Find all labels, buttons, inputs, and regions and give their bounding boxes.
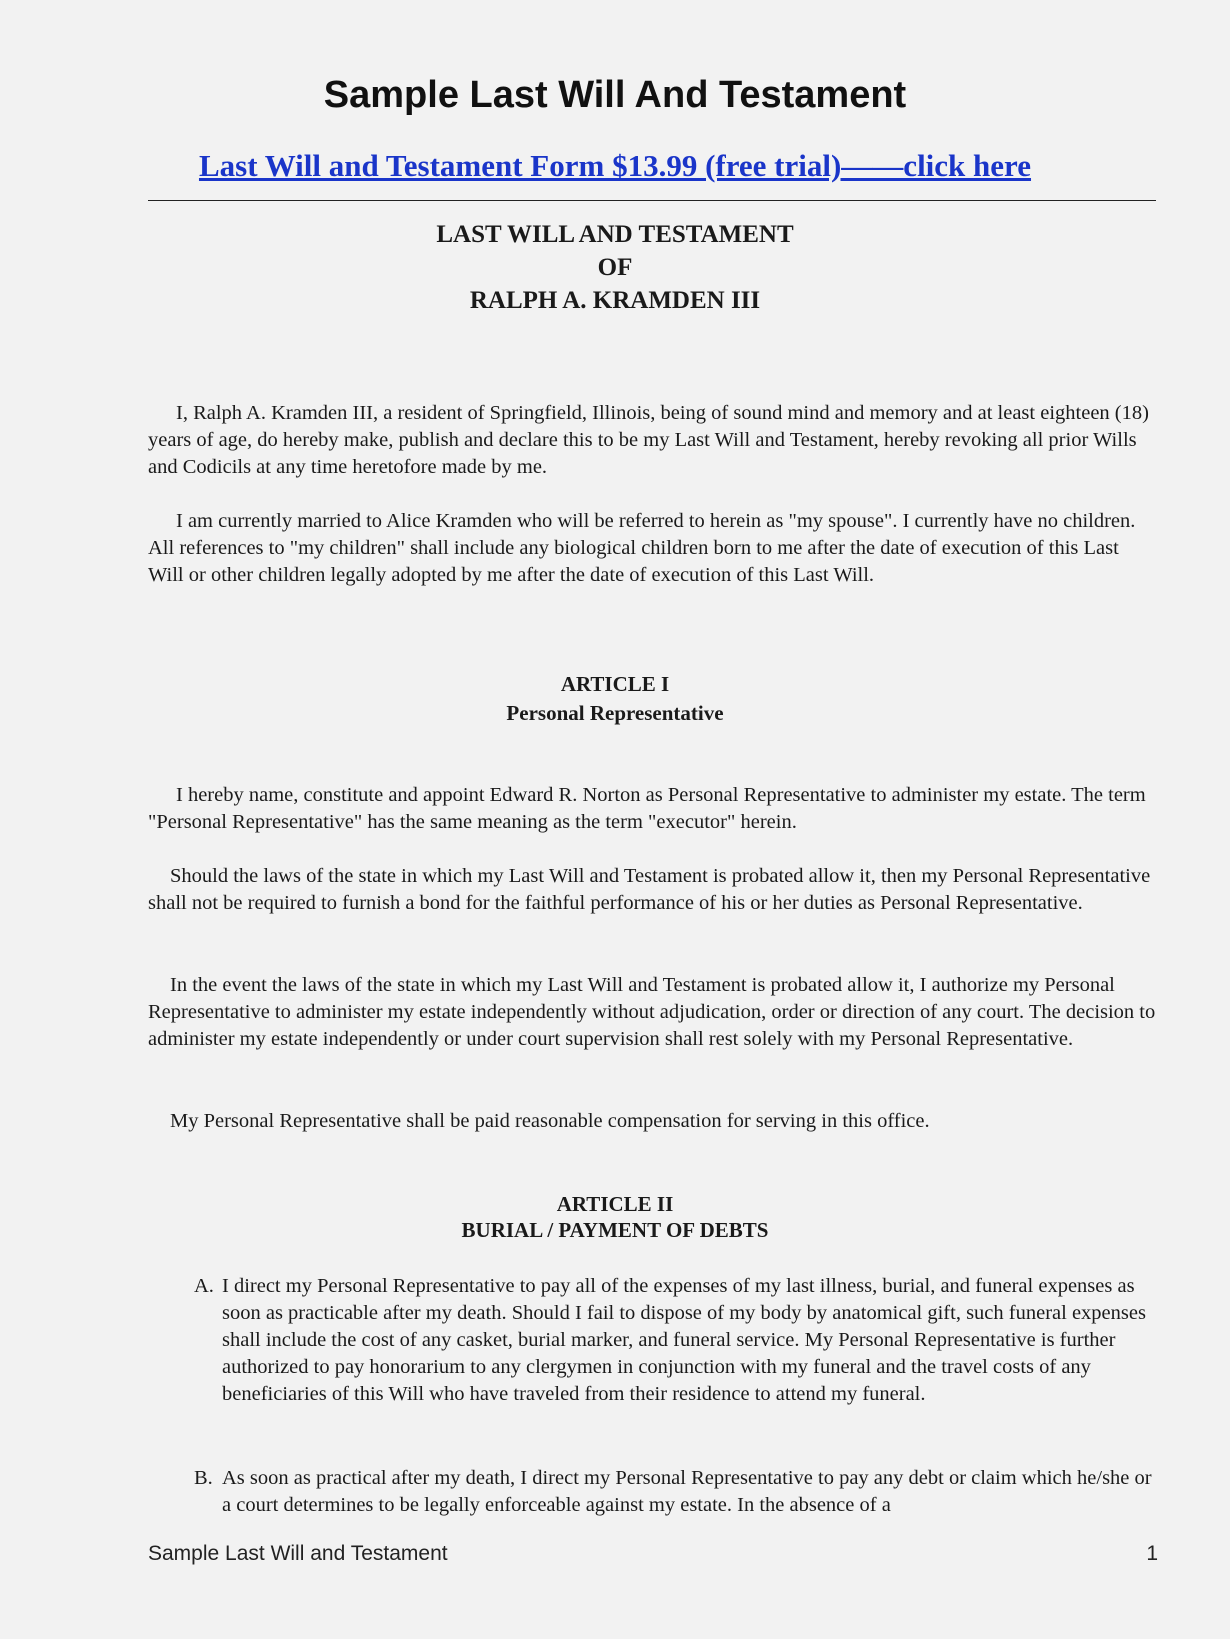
list-item [194, 1273, 1158, 1408]
footer-title: Sample Last Will and Testament [148, 1542, 448, 1565]
list-item [194, 1465, 1158, 1519]
article-2-subheading: BURIAL / PAYMENT OF DEBTS [461, 1218, 769, 1242]
intro-paragraph-2: I am currently married to Alice Kramden who will be referred to herein as "my spouse". I currently have no children. All references to "my children" shall include any biological children born to me after the date of execution of this Last Will or other children legally adopted by me after the date of execution of this Last Will. [148, 510, 1136, 586]
list-item-text: As soon as practical after my death, I direct my Personal Representative to pay any debt or claim which he/she or a court determines to be legally enforceable against my estate. In the absence of a [222, 1467, 1152, 1516]
will-heading-line1: LAST WILL AND TESTAMENT [436, 221, 794, 248]
promo-link[interactable]: Last Will and Testament Form $13.99 (free trial)——click here [198, 148, 1032, 183]
promo-link-container [0, 148, 1230, 184]
list-item-text: I direct my Personal Representative to pay all of the expenses of my last illness, burial, and funeral expenses as soon as practicable after my death. Should I fail to dispose of my body by anatomical gift, such funeral expenses shall include the cost of any casket, burial marker, and funeral service. My Personal Representative is further authorized to pay honorarium to any clergymen in conjunction with my funeral and the travel costs of any beneficiaries of this Will who have traveled from their residence to attend my funeral. [222, 1275, 1146, 1405]
intro-paragraph-1: I, Ralph A. Kramden III, a resident of Springfield, Illinois, being of sound mind and memory and at least eighteen (18) years of age, do hereby make, publish and declare this to be my Last Will and Testament, hereby revoking all prior Wills and Codicils at any time heretofore made by me. [148, 402, 1149, 478]
article-1-paragraph-2: Should the laws of the state in which my Last Will and Testament is probated allow it, then my Personal Representative shall not be required to furnish a bond for the faithful performance of his or her duties as Personal Representative. [148, 865, 1151, 914]
will-heading [0, 218, 1230, 317]
document-title: Sample Last Will And Testament [323, 74, 907, 116]
will-heading-line3: RALPH A. KRAMDEN III [469, 287, 761, 314]
article-1-paragraph-3: In the event the laws of the state in which my Last Will and Testament is probated allow it, I authorize my Personal Representative to administer my estate independently without adjudication, order or direction of any court. The decision to administer my estate independently or under court supervision shall rest solely with my Personal Representative. [148, 974, 1156, 1050]
page-number: 1 [1146, 1542, 1158, 1565]
article-1-subheading: Personal Representative [506, 701, 724, 725]
article-1-heading: ARTICLE I [560, 672, 670, 696]
article-1-paragraph-4: My Personal Representative shall be paid reasonable compensation for serving in this office. [170, 1110, 930, 1132]
list-item-marker: A. [194, 1275, 214, 1297]
will-heading-line2: OF [597, 254, 633, 281]
article-2-heading: ARTICLE II [556, 1192, 674, 1216]
list-item-marker: B. [194, 1467, 213, 1489]
article-1-paragraph-1: I hereby name, constitute and appoint Edward R. Norton as Personal Representative to administer my estate. The term "Personal Representative" has the same meaning as the term "executor" herein. [148, 784, 1146, 833]
divider-rule [148, 200, 1156, 201]
